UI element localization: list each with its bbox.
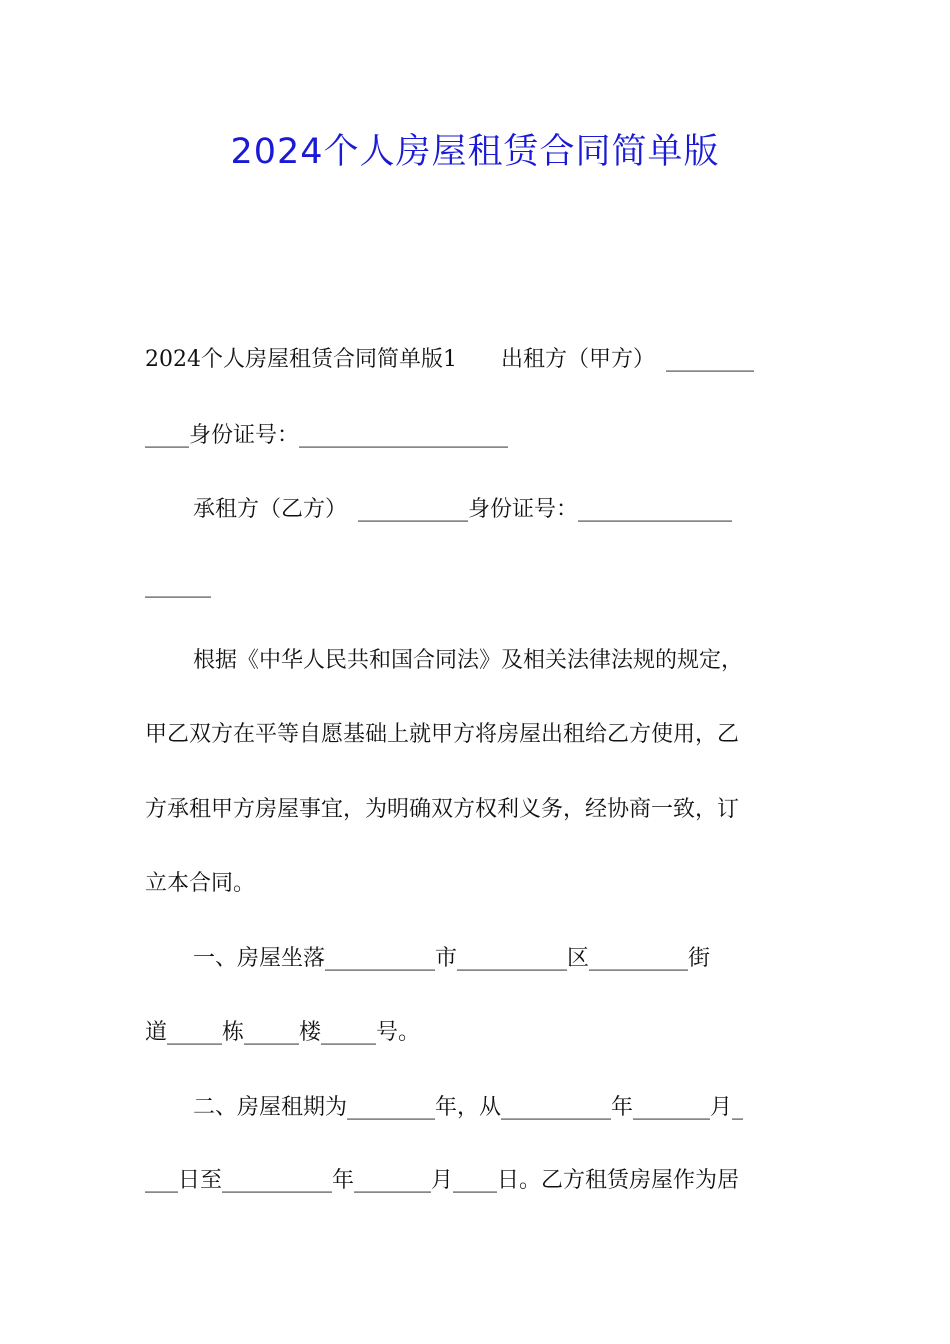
text-line-preamble-2: 甲乙双方在平等自愿基础上就甲方将房屋出租给乙方使用，乙 [145,722,740,747]
text-line-parties-lessor: 2024个人房屋租赁合同简单版1 出租方（甲方） ________ [145,347,754,372]
text-line-preamble-3: 方承租甲方房屋事宜，为明确双方权利义务，经协商一致，订 [145,797,740,822]
text-line-clause-2-cont: ___日至__________年_______月____日。乙方租赁房屋作为居 [145,1168,740,1193]
text-line-preamble-4: 立本合同。 [145,871,256,896]
text-line-lessor-id: ____身份证号：___________________ [145,423,509,448]
text-line-preamble-1: 根据《中华人民共和国合同法》及相关法律法规的规定， [193,648,744,673]
document-title: 2024个人房屋租赁合同简单版 [230,132,720,172]
text-line-clause-1: 一、房屋坐落__________市__________区_________街 [193,946,711,971]
text-line-clause-1-cont: 道_____栋_____楼_____号。 [145,1020,421,1045]
text-line-clause-2: 二、房屋租期为________年，从__________年_______月_ [193,1095,744,1120]
text-line-lessee-id-cont: ______ [145,573,211,598]
text-line-lessee: 承租方（乙方） __________身份证号：______________ [193,497,733,522]
